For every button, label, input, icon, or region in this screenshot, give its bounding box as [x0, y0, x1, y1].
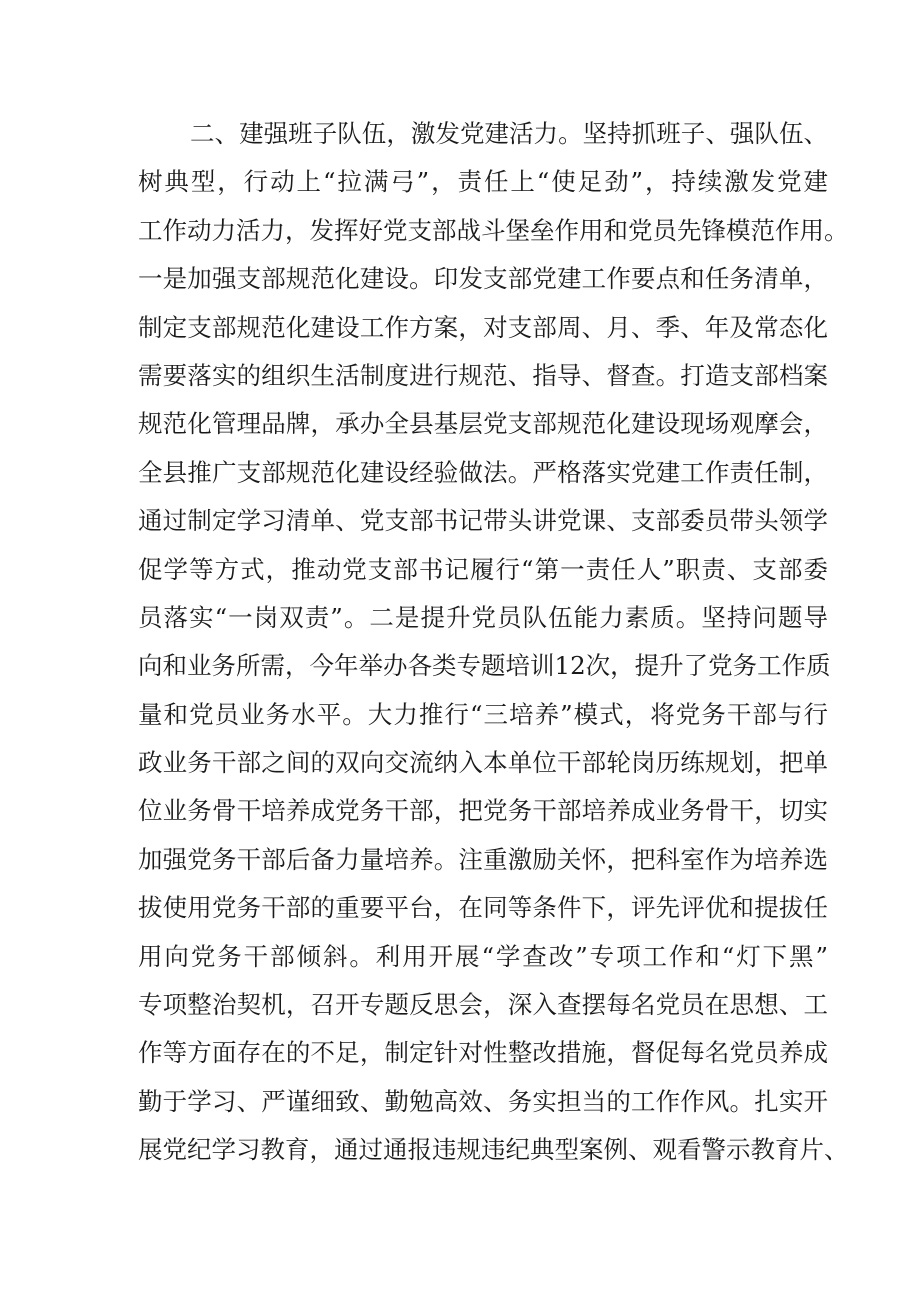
text-line: 加强党务干部后备力量培养。注重激励关怀，把科室作为培养选 [138, 844, 828, 874]
text-line: 通过制定学习清单、党支部书记带头讲党课、支部委员带头领学 [138, 506, 828, 536]
text-line: 需要落实的组织生活制度进行规范、指导、督查。打造支部档案 [138, 360, 828, 390]
text-line: 勤于学习、严谨细致、勤勉高效、务实担当的工作作风。扎实开 [138, 1086, 828, 1116]
text-line: 全县推广支部规范化建设经验做法。严格落实党建工作责任制， [138, 457, 828, 487]
text-line: 向和业务所需，今年举办各类专题培训12次，提升了党务工作质 [138, 651, 831, 681]
text-line: 用向党务干部倾斜。利用开展“学查改”专项工作和“灯下黑” [138, 941, 828, 971]
text-line: 促学等方式，推动党支部书记履行“第一责任人”职责、支部委 [138, 554, 828, 584]
text-line: 一是加强支部规范化建设。印发支部党建工作要点和任务清单， [138, 264, 828, 294]
text-line: 制定支部规范化建设工作方案，对支部周、月、季、年及常态化 [138, 312, 828, 342]
text-line: 拔使用党务干部的重要平台，在同等条件下，评先评优和提拔任 [138, 893, 828, 923]
text-line: 规范化管理品牌，承办全县基层党支部规范化建设现场观摩会， [138, 409, 828, 439]
body-paragraph [138, 110, 849, 1175]
text-line: 量和党员业务水平。大力推行“三培养”模式，将党务干部与行 [138, 699, 828, 729]
text-line: 专项整治契机，召开专题反思会，深入查摆每名党员在思想、工 [138, 990, 828, 1020]
text-line: 政业务干部之间的双向交流纳入本单位干部轮岗历练规划，把单 [138, 748, 828, 778]
text-line: 树典型，行动上“拉满弓”，责任上“使足劲”，持续激发党建 [138, 167, 828, 197]
text-line: 展党纪学习教育，通过通报违规违纪典型案例、观看警示教育片、 [138, 1135, 849, 1165]
text-line: 员落实“一岗双责”。二是提升党员队伍能力素质。坚持问题导 [138, 602, 828, 632]
text-line: 位业务骨干培养成党务干部，把党务干部培养成业务骨干，切实 [138, 796, 828, 826]
text-line: 作等方面存在的不足，制定针对性整改措施，督促每名党员养成 [138, 1038, 828, 1068]
text-line: 工作动力活力，发挥好党支部战斗堡垒作用和党员先锋模范作用。 [138, 215, 849, 245]
text-line: 二、建强班子队伍，激发党建活力。坚持抓班子、强队伍、 [190, 119, 828, 148]
